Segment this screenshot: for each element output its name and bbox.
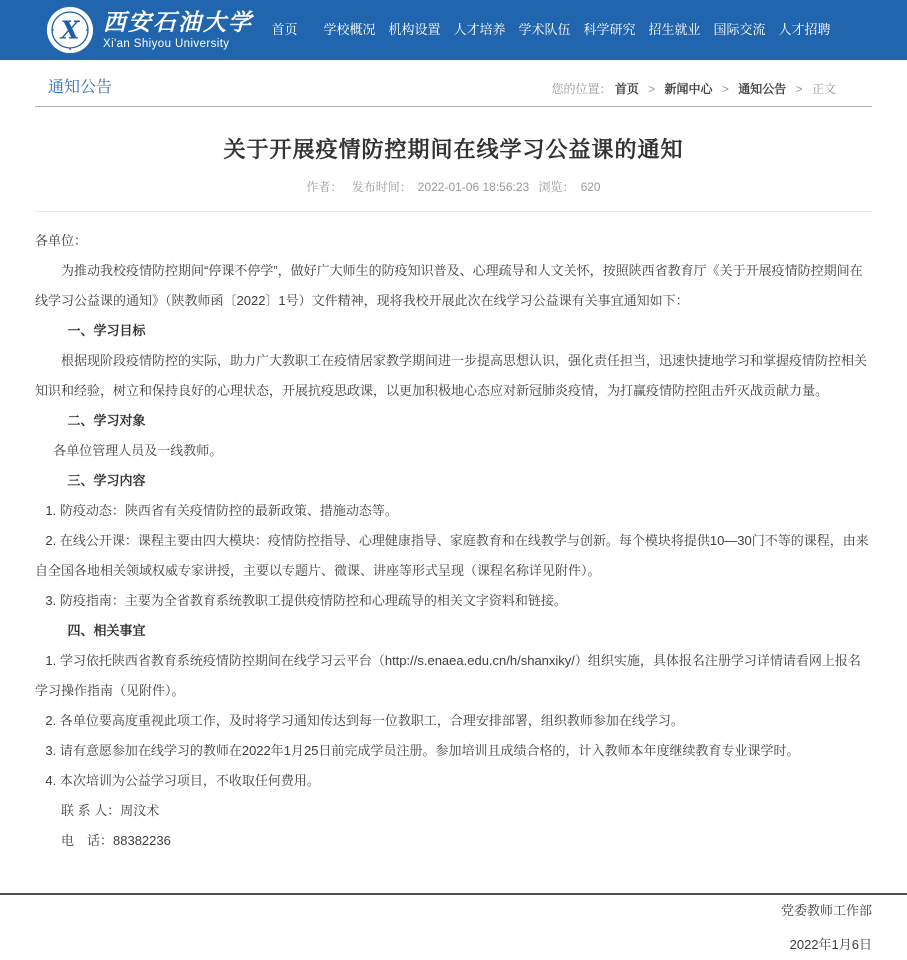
article-paragraph: 联 系 人：周汶术: [61, 803, 160, 818]
breadcrumb-item-label: 通知公告: [738, 82, 787, 96]
nav-item[interactable]: 学校概况: [323, 22, 376, 37]
breadcrumb-item-label: 正文: [811, 82, 836, 96]
breadcrumb-separator: >: [648, 82, 656, 96]
article-paragraph: 1. 学习依托陕西省教育系统疫情防控期间在线学习云平台（http://s.enaea.edu.cn/h/shanxiky/）组织实施，具体报名注册学习详情请看网上报名学习操作指南（见附件）。: [35, 653, 861, 698]
article-paragraph: 根据现阶段疫情防控的实际，助力广大教职工在疫情居家教学期间进一步提高思想认识，强化责任担当，迅速快捷地学习和掌握疫情防控相关知识和经验，树立和保持良好的心理状态，开展抗疫思政课，以更加积极地心态应对新冠肺炎疫情，为打赢疫情防控阻击歼灭战贡献力量。: [35, 353, 868, 398]
signature-department: 党委教师工作部: [780, 903, 872, 918]
views-count: 620: [580, 180, 601, 194]
breadcrumb-item[interactable]: [665, 82, 739, 96]
main-nav: [252, 0, 871, 60]
page-bottom-rule: [0, 893, 907, 895]
article-paragraph: 各单位：: [35, 233, 88, 248]
publish-time: 2022-01-06 18:56:23: [417, 180, 530, 194]
nav-item[interactable]: 人才招聘: [778, 22, 831, 37]
university-seal-icon: [46, 6, 94, 54]
breadcrumb-item: [812, 82, 836, 96]
nav-item[interactable]: 国际交流: [713, 22, 766, 37]
nav-item[interactable]: 科学研究: [583, 22, 636, 37]
breadcrumb-separator: >: [795, 82, 803, 96]
views-label: 浏览：: [538, 180, 575, 194]
breadcrumb-bar: [35, 60, 872, 107]
article-paragraph: 2. 各单位要高度重视此项工作，及时将学习通知传达到每一位教职工，合理安排部署，组织教师参加在线学习。: [45, 713, 684, 728]
publish-time-label: 发布时间：: [351, 180, 412, 194]
university-name-en: Xi'an Shiyou University: [103, 37, 230, 50]
article-signature: [35, 896, 872, 960]
breadcrumb-item-label: 新闻中心: [664, 82, 713, 96]
breadcrumb-location-label: 您的位置：: [551, 82, 612, 96]
article-paragraph: 2. 在线公开课：课程主要由四大模块：疫情防控指导、心理健康指导、家庭教育和在线教学与创新。每个模块将提供10—30门不等的课程，由来自全国各地相关领域权威专家讲授，主要以专题片、微课、讲座等形式呈现（课程名称详见附件）。: [35, 533, 869, 578]
article-paragraph: 4. 本次培训为公益学习项目，不收取任何费用。: [45, 773, 320, 788]
section-title: 通知公告: [48, 79, 113, 96]
signature-date: 2022年1月6日: [789, 937, 872, 952]
nav-item[interactable]: 学术队伍: [518, 22, 571, 37]
site-header: [0, 0, 907, 60]
article-body: [35, 226, 872, 856]
author-label: 作者：: [306, 180, 343, 194]
university-logo[interactable]: [46, 6, 253, 54]
breadcrumb: [551, 80, 872, 97]
article-paragraph: 3. 请有意愿参加在线学习的教师在2022年1月25日前完成学员注册。参加培训且成绩合格的，计入教师本年度继续教育专业课学时。: [45, 743, 800, 758]
nav-item[interactable]: 人才培养: [453, 22, 506, 37]
breadcrumb-item-label: 首页: [614, 82, 639, 96]
article-paragraph: 电 话：88382236: [61, 833, 171, 848]
university-name-cn: 西安石油大学: [103, 8, 253, 36]
article-paragraph: 一、学习目标: [67, 323, 146, 338]
article-meta: [35, 178, 872, 212]
breadcrumb-separator: >: [721, 82, 729, 96]
nav-item[interactable]: 首页: [271, 22, 298, 37]
article-paragraph: 3. 防疫指南：主要为全省教育系统教职工提供疫情防控和心理疏导的相关文字资料和链接。: [45, 593, 567, 608]
article-title: 关于开展疫情防控期间在线学习公益课的通知: [223, 137, 684, 162]
article-paragraph: 二、学习对象: [67, 413, 146, 428]
article-paragraph: 四、相关事宜: [67, 623, 146, 638]
breadcrumb-item[interactable]: [615, 82, 665, 96]
nav-item[interactable]: 机构设置: [388, 22, 441, 37]
article-paragraph: 各单位管理人员及一线教师。: [53, 443, 223, 458]
nav-item[interactable]: 招生就业: [648, 22, 701, 37]
article-paragraph: 三、学习内容: [67, 473, 146, 488]
article-paragraph: 为推动我校疫情防控期间“停课不停学”，做好广大师生的防疫知识普及、心理疏导和人文关怀，按照陕西省教育厅《关于开展疫情防控期间在线学习公益课的通知》（陕教师函〔2022〕1号）文件精神，现将我校开展此次在线学习公益课有关事宜通知如下：: [35, 263, 863, 308]
breadcrumb-item[interactable]: [738, 82, 812, 96]
article-paragraph: 1. 防疫动态：陕西省有关疫情防控的最新政策、措施动态等。: [45, 503, 398, 518]
svg-text:X: X: [60, 15, 80, 45]
